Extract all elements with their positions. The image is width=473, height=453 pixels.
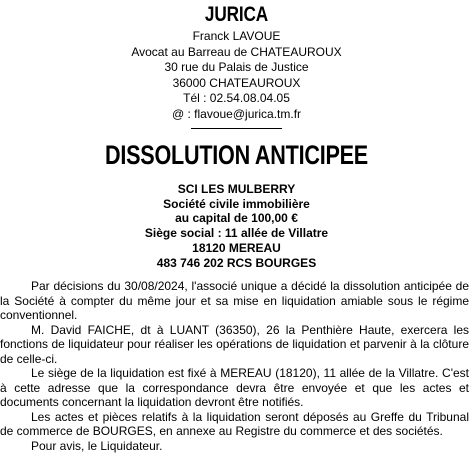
notice-title: DISSOLUTION ANTICIPEE bbox=[47, 140, 425, 170]
company-capital: au capital de 100,00 € bbox=[0, 211, 473, 226]
at-icon: @ : bbox=[172, 107, 191, 121]
company-postal-city: 18120 MEREAU bbox=[0, 241, 473, 256]
contact-email: flavoue@jurica.tm.fr bbox=[194, 107, 301, 121]
separator-line bbox=[191, 128, 282, 129]
contact-email-line bbox=[0, 107, 473, 123]
paragraph-liquidator: M. David FAICHE, dt à LUANT (36350), 26 la Penthière Haute, exercera les fonctions de liquidateur pour réaliser les opérations de liquidation et parvenir à la clôture de celle-ci. bbox=[0, 323, 469, 367]
company-seat: Siège social : 11 allée de Villatre bbox=[0, 226, 473, 241]
notice-body bbox=[0, 279, 469, 453]
contact-city: 36000 CHATEAUROUX bbox=[0, 76, 473, 92]
company-name: SCI LES MULBERRY bbox=[0, 182, 473, 197]
contact-name: Franck LAVOUE bbox=[0, 29, 473, 45]
paragraph-filing: Les actes et pièces relatifs à la liquidation seront déposés au Greffe du Tribunal de commerce de BOURGES, en annexe au Registre du commerce et des sociétés. bbox=[0, 410, 469, 439]
paragraph-seat: Le siège de la liquidation est fixé à MEREAU (18120), 11 allée de la Villatre. C'est à cette adresse que la correspondance devra être envoyée et que les actes et documents concernant la liquidation devront être notifiés. bbox=[0, 366, 469, 410]
company-block bbox=[0, 182, 473, 270]
contact-phone: Tél : 02.54.08.04.05 bbox=[0, 91, 473, 107]
contact-street: 30 rue du Palais de Justice bbox=[0, 60, 473, 76]
company-rcs: 483 746 202 RCS BOURGES bbox=[0, 256, 473, 271]
paragraph-signature: Pour avis, le Liquidateur. bbox=[0, 439, 469, 453]
company-form: Société civile immobilière bbox=[0, 197, 473, 212]
contact-role: Avocat au Barreau de CHATEAUROUX bbox=[0, 45, 473, 61]
contact-block bbox=[0, 29, 473, 122]
paragraph-decision: Par décisions du 30/08/2024, l'associé unique a décidé la dissolution anticipée de la Société à compter du même jour et sa mise en liquidation amiable sous le régime conventionnel. bbox=[0, 279, 469, 323]
firm-name: JURICA bbox=[43, 3, 431, 27]
